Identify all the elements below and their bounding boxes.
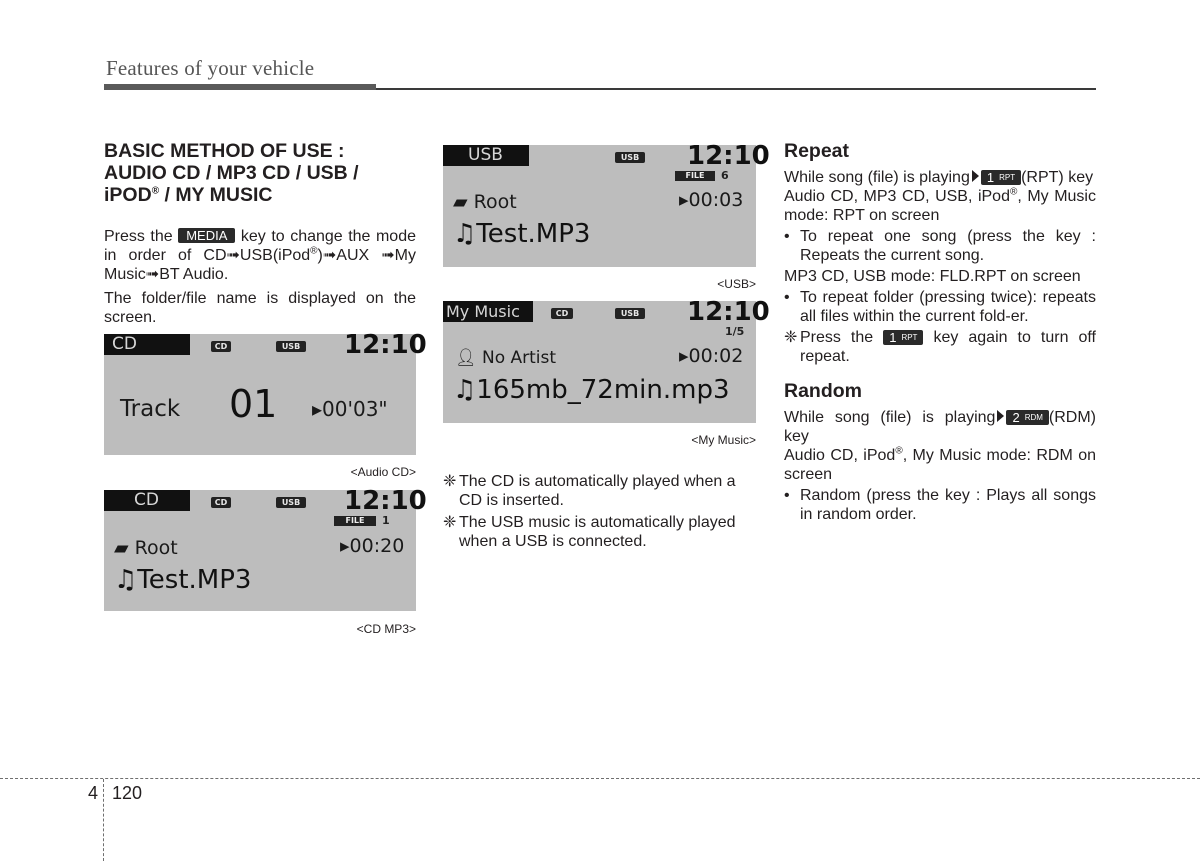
cd-mp3-screen xyxy=(104,486,427,611)
note-cd: ❈ The CD is automatically played when a CD is inserted. xyxy=(443,473,736,509)
screen-clock: 12:10 xyxy=(687,141,770,171)
song-name: ♫165mb_72min.mp3 xyxy=(453,375,730,405)
note-mark-icon: ❈ xyxy=(443,514,457,531)
audio-cd-caption: <Audio CD> xyxy=(350,465,416,479)
screen-clock: 12:10 xyxy=(344,330,427,360)
my-music-caption: <My Music> xyxy=(691,433,756,447)
artist-name: 👤︎ No Artist xyxy=(455,348,557,368)
column-middle-notes xyxy=(443,472,757,551)
folder-name: ▰ Root xyxy=(114,537,178,559)
rpt-key-icon: 1 RPT xyxy=(981,170,1021,185)
screen-clock: 12:10 xyxy=(687,297,770,327)
section-heading-line2: AUDIO CD / MP3 CD / USB / xyxy=(104,162,359,184)
file-chip-icon: FILE xyxy=(334,516,376,526)
play-time: ▸00:20 xyxy=(340,535,405,557)
header-accent-bar xyxy=(104,84,376,90)
repeat-folder-info: MP3 CD, USB mode: FLD.RPT on screen xyxy=(784,268,1081,285)
track-number: 01 xyxy=(229,382,278,426)
folder-icon: ▰ xyxy=(453,191,474,213)
cd-chip-icon: CD xyxy=(211,497,231,508)
play-time: ▸00'03" xyxy=(312,397,388,421)
usb-chip-icon: USB xyxy=(276,497,306,508)
intro-paragraph: Press the MEDIA key to change the mode in order of CD➟USB(iPod®)➟AUX ➟My Music➟BT Audio. xyxy=(104,228,416,283)
chapter-number: 4 xyxy=(88,783,99,803)
random-bullet: • Random (press the key : Plays all songs in random order. xyxy=(784,487,1096,523)
random-heading: Random xyxy=(784,380,862,402)
play-time: ▸00:02 xyxy=(679,345,744,367)
track-count: 1/5 xyxy=(725,325,745,338)
track-label: Track xyxy=(120,396,181,422)
song-name: ♫Test.MP3 xyxy=(114,565,252,595)
person-icon: 👤︎ xyxy=(455,348,482,368)
note-mark-icon: ❈ xyxy=(784,329,798,346)
screen-mode-tab: CD xyxy=(104,490,190,511)
repeat-one-bullet: • To repeat one song (press the key : Repeats the current song. xyxy=(784,228,1096,264)
repeat-mode-info: Audio CD, MP3 CD, USB, iPod®, My Music mode: RPT on screen xyxy=(784,186,1096,224)
rdm-key-icon: 2 RDM xyxy=(1006,410,1048,425)
header-rule xyxy=(376,88,1096,90)
usb-caption: <USB> xyxy=(717,277,756,291)
rpt-key-icon: 1 RPT xyxy=(883,330,923,345)
repeat-intro: While song (file) is playing 1 RPT (RPT) key xyxy=(784,169,1094,186)
repeat-heading: Repeat xyxy=(784,140,850,162)
footer-divider xyxy=(103,779,104,861)
footer-rule xyxy=(0,778,1200,779)
cd-chip-icon: CD xyxy=(551,308,573,319)
play-icon xyxy=(972,170,979,182)
screen-mode-tab: My Music xyxy=(443,301,533,322)
play-time: ▸00:03 xyxy=(679,189,744,211)
file-number: 6 xyxy=(721,169,729,182)
random-intro: While song (file) is playing 2 RDM (RDM) key xyxy=(784,409,1096,445)
random-mode-info: Audio CD, iPod®, My Music mode: RDM on screen xyxy=(784,445,1097,483)
usb-screen xyxy=(443,141,770,267)
folder-icon: ▰ xyxy=(114,537,135,559)
usb-chip-icon: USB xyxy=(615,308,645,319)
screen-mode-tab: CD xyxy=(104,334,190,355)
song-name: ♫Test.MP3 xyxy=(453,219,591,249)
column-right xyxy=(784,140,1096,524)
screen-mode-tab: USB xyxy=(443,145,529,166)
cd-mp3-caption: <CD MP3> xyxy=(356,622,416,636)
folder-name: ▰ Root xyxy=(453,191,517,213)
section-heading-line1: BASIC METHOD OF USE : xyxy=(104,140,345,162)
file-chip-icon: FILE xyxy=(675,171,715,181)
page-number: 120 xyxy=(112,783,143,803)
file-number: 1 xyxy=(382,514,390,527)
folder-paragraph: The folder/file name is displayed on the screen. xyxy=(104,290,416,326)
column-left xyxy=(104,140,416,327)
section-heading-line3: iPOD® / MY MUSIC xyxy=(104,184,273,206)
media-key-icon: MEDIA xyxy=(178,228,235,243)
note-usb: ❈ The USB music is automatically played when a USB is connected. xyxy=(443,514,736,550)
screen-clock: 12:10 xyxy=(344,486,427,516)
audio-cd-screen xyxy=(104,330,427,455)
page-header-title: Features of your vehicle xyxy=(106,56,315,80)
usb-chip-icon: USB xyxy=(615,152,645,163)
play-icon xyxy=(997,410,1004,422)
my-music-screen xyxy=(443,297,770,423)
repeat-off-note: ❈ Press the 1 RPT key again to turn off repeat. xyxy=(784,329,1097,365)
cd-chip-icon: CD xyxy=(211,341,231,352)
usb-chip-icon: USB xyxy=(276,341,306,352)
repeat-folder-bullet: • To repeat folder (pressing twice): repeats all files within the current fold-er. xyxy=(784,289,1096,325)
note-mark-icon: ❈ xyxy=(443,473,457,490)
